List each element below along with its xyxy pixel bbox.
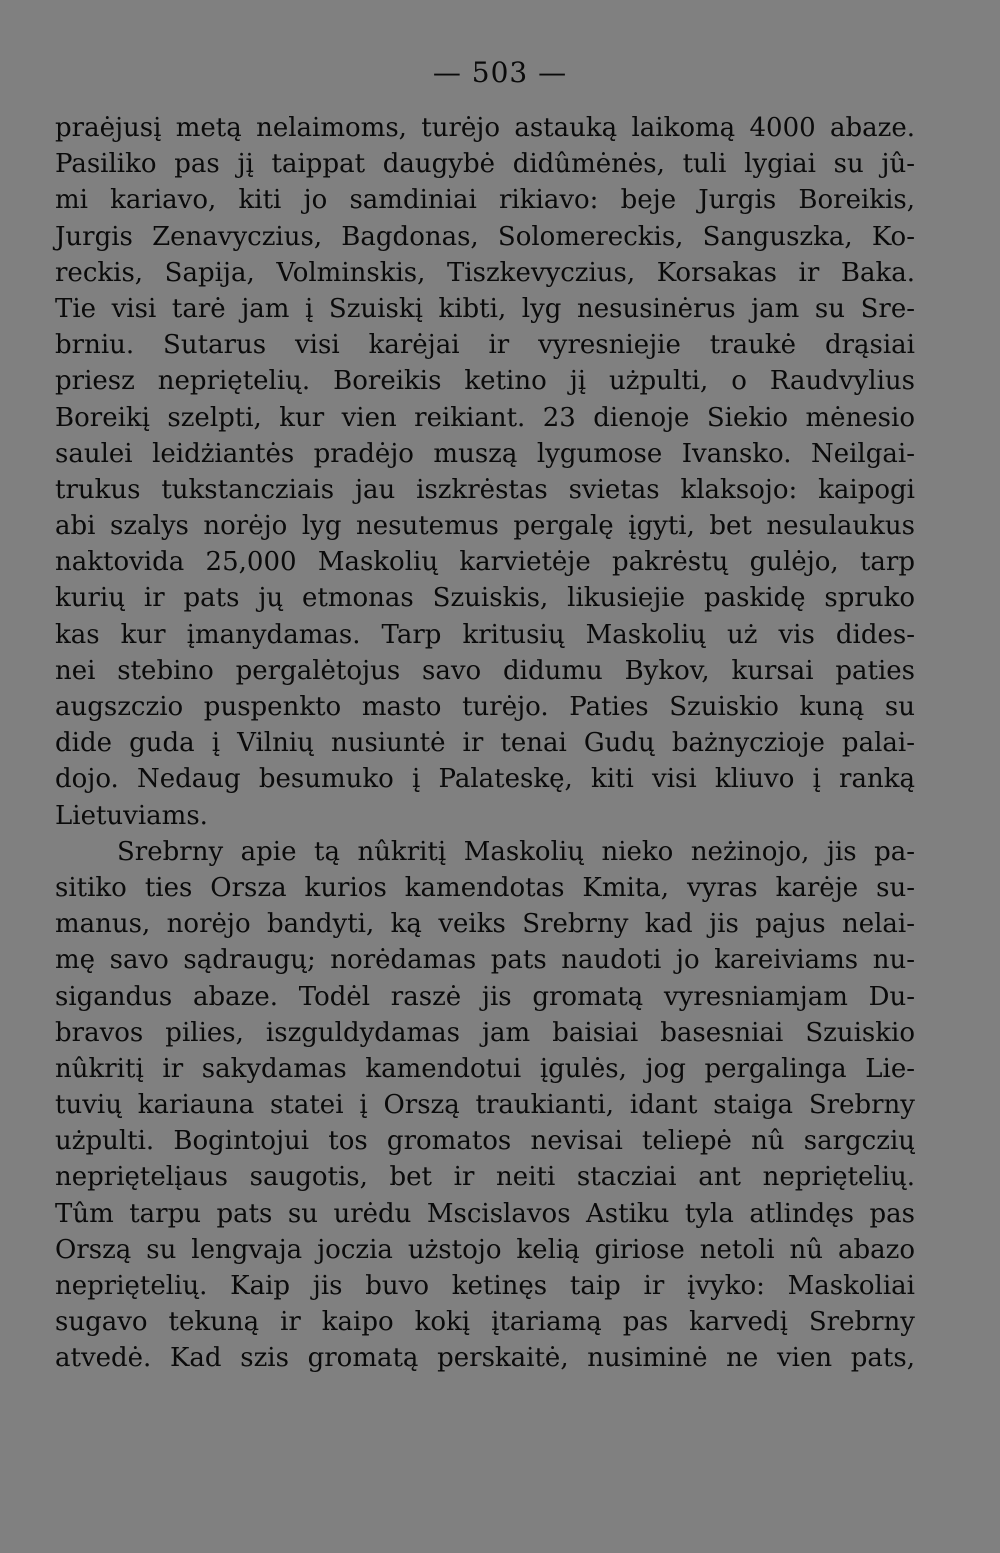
text-line: mę savo sądraugų; norėdamas pats naudoti jo kareiviams nu- — [55, 945, 915, 976]
text-line: dojo. Nedaug besumuko į Palateskę, kiti visi kliuvo į ranką — [55, 764, 915, 795]
text-line: kas kur įmanydamas. Tarp kritusių Maskolių uż vis dides- — [55, 619, 915, 650]
page-number: — 503 — — [432, 56, 568, 89]
text-line: saulei leidżiantės pradėjo muszą lygumose Ivansko. Neilgai- — [55, 438, 915, 469]
text-line: Srebrny apie tą nûkritį Maskolių nieko neżinojo, jis pa- — [117, 836, 915, 867]
text-line: Orszą su lengvaja joczia użstojo kelią giriose netoli nû abazo — [55, 1234, 915, 1265]
text-line: Pasiliko pas jį taippat daugybė didûmėnės, tuli lygiai su jû- — [55, 149, 915, 180]
text-line: nepriętelįaus saugotis, bet ir neiti stacziai ant nepriętelių. — [55, 1162, 915, 1193]
text-line: bravos pilies, iszguldydamas jam baisiai basesniai Szuiskio — [55, 1017, 915, 1048]
text-line: Tie visi tarė jam į Szuiskį kibti, lyg nesusinėrus jam su Sre- — [55, 293, 915, 324]
text-line: Boreikį szelpti, kur vien reikiant. 23 dienoje Siekio mėnesio — [55, 402, 915, 433]
text-line: kurių ir pats jų etmonas Szuiskis, likusiejie paskidę spruko — [55, 583, 915, 614]
text-line: reckis, Sapija, Volminskis, Tiszkevyczius, Korsakas ir Baka. — [55, 257, 915, 288]
text-line: augszczio puspenkto masto turėjo. Paties Szuiskio kuną su — [55, 692, 915, 722]
text-line: tuvių kariauna statei į Orszą traukianti, idant staiga Srebrny — [55, 1090, 915, 1121]
text-line: Lietuviams. — [55, 800, 208, 831]
text-line: atvedė. Kad szis gromatą perskaitė, nusiminė ne vien pats, — [55, 1343, 915, 1374]
text-line: abi szalys norėjo lyg nesutemus pergalę įgyti, bet nesulaukus — [55, 511, 915, 542]
text-line: nûkritį ir sakydamas kamendotui įgulės, jog pergalinga Lie- — [55, 1053, 915, 1084]
body-text — [55, 110, 915, 1377]
text-line: Tûm tarpu pats su urėdu Mscislavos Astiku tyla atlindęs pas — [55, 1198, 915, 1229]
text-line: manus, norėjo bandyti, ką veiks Srebrny kad jis pajus nelai- — [55, 909, 915, 940]
text-line: priesz nepriętelių. Boreikis ketino jį użpulti, o Raudvylius — [55, 366, 915, 397]
text-line: mi kariavo, kiti jo samdiniai rikiavo: beje Jurgis Boreikis, — [55, 185, 915, 216]
text-line: sitiko ties Orsza kurios kamendotas Kmita, vyras karėje su- — [55, 872, 915, 903]
text-line: sugavo tekuną ir kaipo kokį įtariamą pas karvedį Srebrny — [55, 1307, 915, 1338]
text-line: naktovida 25,000 Maskolių karvietėje pakrėstų gulėjo, tarp — [55, 547, 915, 578]
text-line: brniu. Sutarus visi karėjai ir vyresniejie traukė drąsiai — [55, 330, 915, 361]
text-line: nepriętelių. Kaip jis buvo ketinęs taip ir įvyko: Maskoliai — [55, 1271, 915, 1301]
text-line: nei stebino pergalėtojus savo didumu Bykov, kursai paties — [55, 655, 915, 686]
text-line: sigandus abaze. Todėl raszė jis gromatą vyresniamjam Du- — [55, 981, 915, 1012]
text-line: trukus tukstancziais jau iszkrėstas svietas klaksojo: kaipogi — [55, 474, 915, 505]
text-line: użpulti. Bogintojui tos gromatos nevisai teliepė nû sargczių — [55, 1126, 915, 1157]
text-line: Jurgis Zenavyczius, Bagdonas, Solomereckis, Sanguszka, Ko- — [55, 221, 915, 252]
text-line: dide guda į Vilnių nusiuntė ir tenai Gudų bażnyczioje palai- — [55, 728, 915, 759]
text-line: praėjusį metą nelaimoms, turėjo astauką laikomą 4000 abaze. — [55, 113, 915, 143]
